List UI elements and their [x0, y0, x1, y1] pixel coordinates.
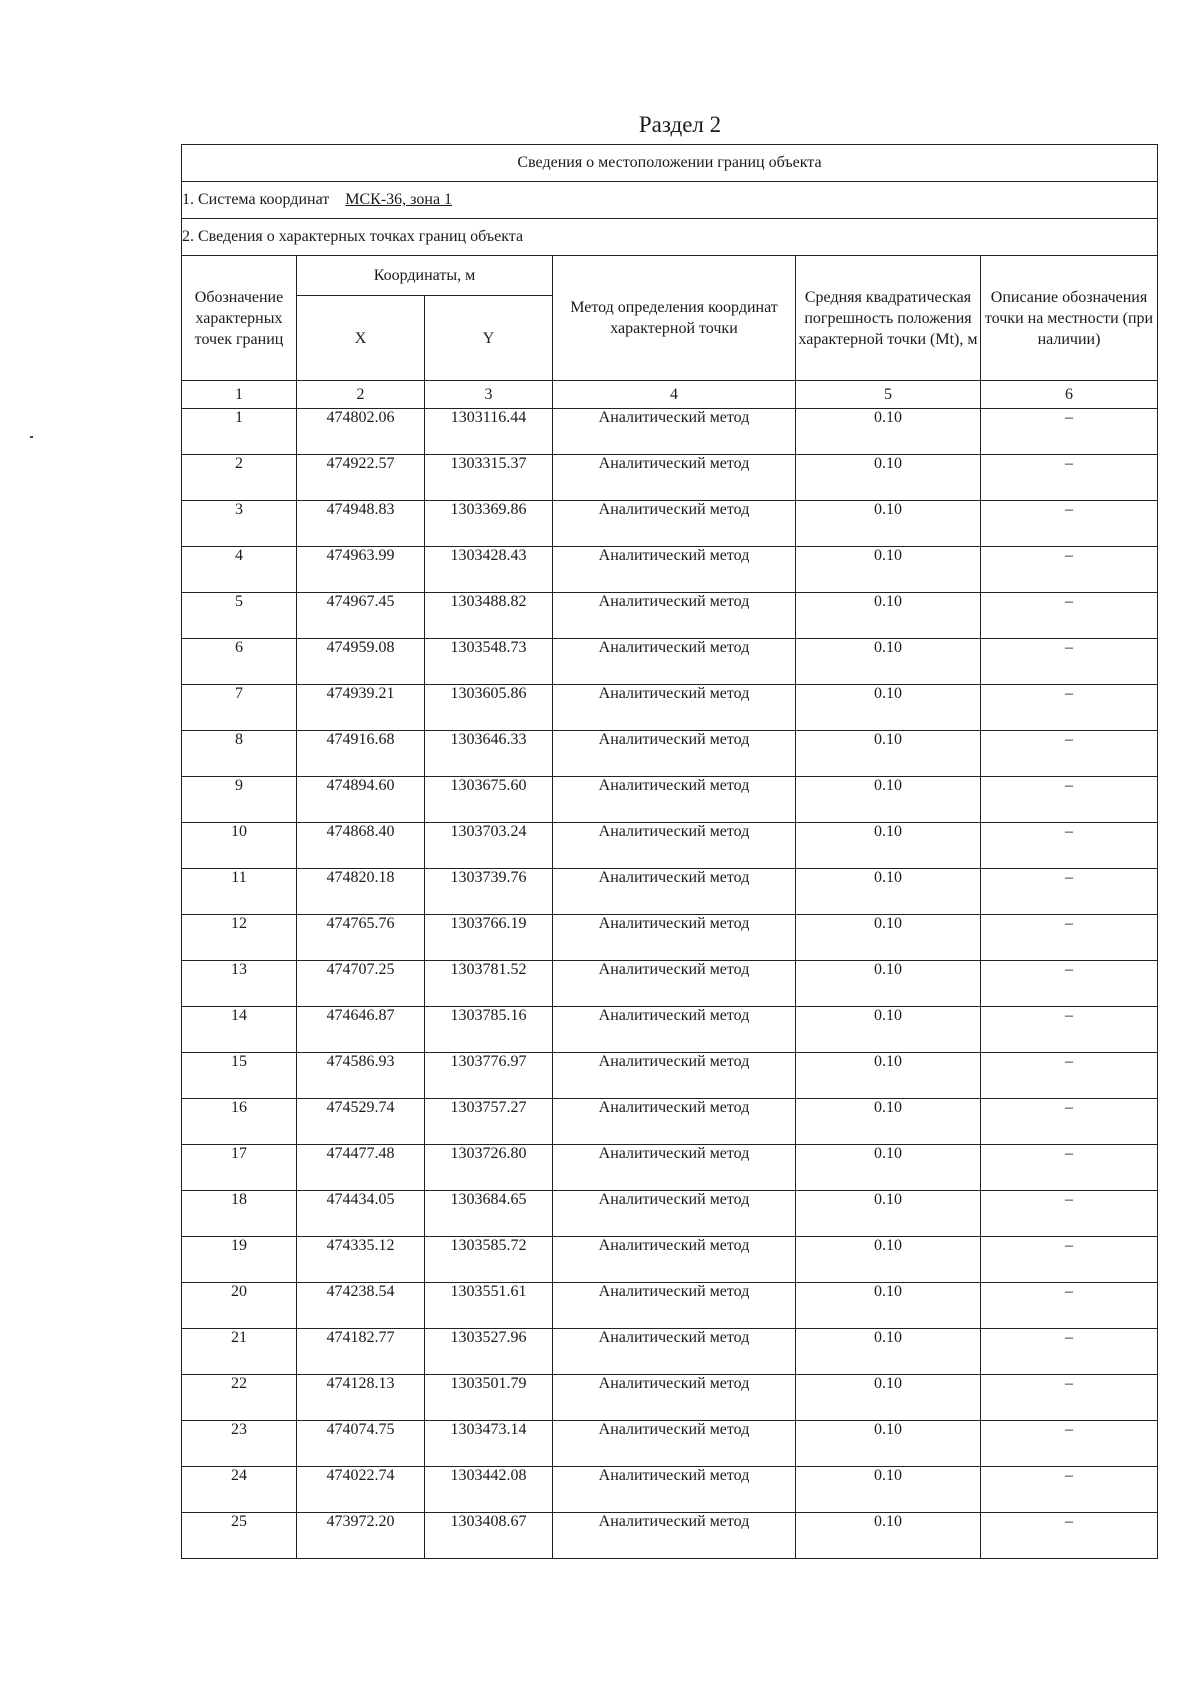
method: Аналитический метод: [553, 1329, 796, 1375]
coordinate-system-label: 1. Система координат: [182, 191, 330, 208]
point-description: –: [981, 409, 1158, 455]
coordinate-x: 474948.83: [297, 501, 425, 547]
table-row: [182, 961, 1158, 1007]
coordinate-y: 1303473.14: [425, 1421, 553, 1467]
point-number: 14: [182, 1007, 297, 1053]
header-error: Средняя квадратическая погрешность положения характерной точки (Mt), м: [796, 256, 981, 381]
point-description: –: [981, 1421, 1158, 1467]
point-description: –: [981, 1467, 1158, 1513]
coordinate-x: 474586.93: [297, 1053, 425, 1099]
coordinate-x: 474820.18: [297, 869, 425, 915]
coordinate-y: 1303369.86: [425, 501, 553, 547]
point-description: –: [981, 1375, 1158, 1421]
point-number: 4: [182, 547, 297, 593]
method: Аналитический метод: [553, 1513, 796, 1559]
coordinate-y: 1303116.44: [425, 409, 553, 455]
table-title-row: [182, 145, 1158, 182]
method: Аналитический метод: [553, 685, 796, 731]
point-number: 10: [182, 823, 297, 869]
point-number: 9: [182, 777, 297, 823]
coordinate-y: 1303585.72: [425, 1237, 553, 1283]
error-mt: 0.10: [796, 1375, 981, 1421]
point-description: –: [981, 1191, 1158, 1237]
section-title-text: Раздел 2: [638, 112, 722, 137]
error-mt: 0.10: [796, 961, 981, 1007]
point-number: 16: [182, 1099, 297, 1145]
point-number: 12: [182, 915, 297, 961]
column-number-row: [182, 381, 1158, 409]
error-mt: 0.10: [796, 869, 981, 915]
error-mt: 0.10: [796, 1513, 981, 1559]
error-mt: 0.10: [796, 1467, 981, 1513]
point-number: 20: [182, 1283, 297, 1329]
column-number: 6: [981, 381, 1158, 409]
table-row: [182, 1375, 1158, 1421]
coordinate-y: 1303757.27: [425, 1099, 553, 1145]
scan-speck: [30, 436, 33, 438]
point-number: 7: [182, 685, 297, 731]
coordinate-y: 1303408.67: [425, 1513, 553, 1559]
method: Аналитический метод: [553, 1053, 796, 1099]
method: Аналитический метод: [553, 1467, 796, 1513]
point-number: 15: [182, 1053, 297, 1099]
coordinate-x: 474765.76: [297, 915, 425, 961]
error-mt: 0.10: [796, 547, 981, 593]
table-row: [182, 915, 1158, 961]
table-title: Сведения о местоположении границ объекта: [182, 145, 1158, 182]
table-row: [182, 593, 1158, 639]
point-description: –: [981, 1053, 1158, 1099]
error-mt: 0.10: [796, 1145, 981, 1191]
method: Аналитический метод: [553, 1375, 796, 1421]
method: Аналитический метод: [553, 823, 796, 869]
table-row: [182, 869, 1158, 915]
point-number: 5: [182, 593, 297, 639]
method: Аналитический метод: [553, 1421, 796, 1467]
method: Аналитический метод: [553, 777, 796, 823]
point-number: 19: [182, 1237, 297, 1283]
error-mt: 0.10: [796, 915, 981, 961]
point-description: –: [981, 915, 1158, 961]
table-row: [182, 1467, 1158, 1513]
coordinate-x: 474707.25: [297, 961, 425, 1007]
coordinate-x: 474922.57: [297, 455, 425, 501]
table-row: [182, 731, 1158, 777]
coordinate-y: 1303726.80: [425, 1145, 553, 1191]
point-description: –: [981, 455, 1158, 501]
table-row: [182, 1007, 1158, 1053]
coordinate-x: 474128.13: [297, 1375, 425, 1421]
error-mt: 0.10: [796, 639, 981, 685]
coordinate-x: 474802.06: [297, 409, 425, 455]
error-mt: 0.10: [796, 777, 981, 823]
table-row: [182, 409, 1158, 455]
coordinate-x: 473972.20: [297, 1513, 425, 1559]
coordinate-x: 474939.21: [297, 685, 425, 731]
table-row: [182, 1329, 1158, 1375]
coordinate-y: 1303442.08: [425, 1467, 553, 1513]
coordinate-x: 474477.48: [297, 1145, 425, 1191]
point-number: 18: [182, 1191, 297, 1237]
point-description: –: [981, 777, 1158, 823]
method: Аналитический метод: [553, 731, 796, 777]
method: Аналитический метод: [553, 961, 796, 1007]
coordinate-y: 1303703.24: [425, 823, 553, 869]
point-number: 2: [182, 455, 297, 501]
point-number: 22: [182, 1375, 297, 1421]
table-row: [182, 1191, 1158, 1237]
point-description: –: [981, 1329, 1158, 1375]
coordinate-x: 474894.60: [297, 777, 425, 823]
coordinate-system-value: МСК-36, зона 1: [345, 191, 453, 208]
point-number: 24: [182, 1467, 297, 1513]
point-description: –: [981, 1007, 1158, 1053]
coordinate-y: 1303605.86: [425, 685, 553, 731]
header-description: Описание обозначения точки на местности (при наличии): [981, 256, 1158, 381]
point-description: –: [981, 1513, 1158, 1559]
header-method: Метод определения координат характерной точки: [553, 256, 796, 381]
error-mt: 0.10: [796, 1191, 981, 1237]
table-row: [182, 1513, 1158, 1559]
header-x: X: [297, 296, 425, 381]
points-info-row: [182, 219, 1158, 256]
table-row: [182, 639, 1158, 685]
table-row: [182, 1421, 1158, 1467]
method: Аналитический метод: [553, 1237, 796, 1283]
table-row: [182, 1145, 1158, 1191]
error-mt: 0.10: [796, 1007, 981, 1053]
point-number: 23: [182, 1421, 297, 1467]
coordinate-y: 1303527.96: [425, 1329, 553, 1375]
point-description: –: [981, 1099, 1158, 1145]
boundary-points-table: [181, 144, 1158, 1559]
point-description: –: [981, 1283, 1158, 1329]
coordinate-y: 1303776.97: [425, 1053, 553, 1099]
column-number: 3: [425, 381, 553, 409]
coordinate-y: 1303766.19: [425, 915, 553, 961]
method: Аналитический метод: [553, 1145, 796, 1191]
method: Аналитический метод: [553, 869, 796, 915]
coordinate-x: 474967.45: [297, 593, 425, 639]
error-mt: 0.10: [796, 685, 981, 731]
coordinate-x: 474963.99: [297, 547, 425, 593]
header-y: Y: [425, 296, 553, 381]
coordinate-y: 1303646.33: [425, 731, 553, 777]
coordinate-system: [182, 182, 1158, 219]
method: Аналитический метод: [553, 593, 796, 639]
point-number: 17: [182, 1145, 297, 1191]
point-description: –: [981, 593, 1158, 639]
section-title: [0, 112, 1200, 138]
method: Аналитический метод: [553, 501, 796, 547]
method: Аналитический метод: [553, 639, 796, 685]
coordinate-y: 1303785.16: [425, 1007, 553, 1053]
column-number: 1: [182, 381, 297, 409]
coordinate-x: 474182.77: [297, 1329, 425, 1375]
error-mt: 0.10: [796, 731, 981, 777]
table-row: [182, 1053, 1158, 1099]
error-mt: 0.10: [796, 455, 981, 501]
coordinate-y: 1303315.37: [425, 455, 553, 501]
point-description: –: [981, 1237, 1158, 1283]
coordinate-x: 474529.74: [297, 1099, 425, 1145]
table-row: [182, 1099, 1158, 1145]
method: Аналитический метод: [553, 1283, 796, 1329]
coordinate-y: 1303501.79: [425, 1375, 553, 1421]
coordinate-y: 1303739.76: [425, 869, 553, 915]
header-coordinates: Координаты, м: [297, 256, 553, 296]
error-mt: 0.10: [796, 1053, 981, 1099]
error-mt: 0.10: [796, 593, 981, 639]
table-row: [182, 1283, 1158, 1329]
point-description: –: [981, 731, 1158, 777]
error-mt: 0.10: [796, 1099, 981, 1145]
column-number: 5: [796, 381, 981, 409]
points-info: 2. Сведения о характерных точках границ объекта: [182, 219, 1158, 256]
table-row: [182, 455, 1158, 501]
table-row: [182, 685, 1158, 731]
table-row: [182, 547, 1158, 593]
point-description: –: [981, 547, 1158, 593]
error-mt: 0.10: [796, 823, 981, 869]
error-mt: 0.10: [796, 1421, 981, 1467]
coordinate-x: 474238.54: [297, 1283, 425, 1329]
table-row: [182, 501, 1158, 547]
point-description: –: [981, 685, 1158, 731]
header-designation: Обозначение характерных точек границ: [182, 256, 297, 381]
method: Аналитический метод: [553, 915, 796, 961]
table-row: [182, 1237, 1158, 1283]
coordinate-x: 474868.40: [297, 823, 425, 869]
coordinate-y: 1303548.73: [425, 639, 553, 685]
error-mt: 0.10: [796, 1329, 981, 1375]
column-number: 4: [553, 381, 796, 409]
point-description: –: [981, 1145, 1158, 1191]
point-description: –: [981, 639, 1158, 685]
error-mt: 0.10: [796, 409, 981, 455]
point-description: –: [981, 961, 1158, 1007]
header-row-top: [182, 256, 1158, 296]
method: Аналитический метод: [553, 409, 796, 455]
point-number: 21: [182, 1329, 297, 1375]
point-description: –: [981, 823, 1158, 869]
table-row: [182, 823, 1158, 869]
error-mt: 0.10: [796, 1237, 981, 1283]
point-number: 13: [182, 961, 297, 1007]
point-number: 8: [182, 731, 297, 777]
coordinate-system-row: [182, 182, 1158, 219]
error-mt: 0.10: [796, 1283, 981, 1329]
method: Аналитический метод: [553, 1099, 796, 1145]
point-description: –: [981, 869, 1158, 915]
point-number: 1: [182, 409, 297, 455]
coordinate-y: 1303551.61: [425, 1283, 553, 1329]
coordinate-x: 474022.74: [297, 1467, 425, 1513]
point-number: 6: [182, 639, 297, 685]
coordinate-y: 1303675.60: [425, 777, 553, 823]
method: Аналитический метод: [553, 1007, 796, 1053]
point-number: 11: [182, 869, 297, 915]
method: Аналитический метод: [553, 1191, 796, 1237]
coordinate-y: 1303781.52: [425, 961, 553, 1007]
coordinate-y: 1303684.65: [425, 1191, 553, 1237]
point-number: 3: [182, 501, 297, 547]
coordinate-x: 474335.12: [297, 1237, 425, 1283]
coordinate-x: 474646.87: [297, 1007, 425, 1053]
coordinate-y: 1303428.43: [425, 547, 553, 593]
point-number: 25: [182, 1513, 297, 1559]
method: Аналитический метод: [553, 547, 796, 593]
coordinate-x: 474434.05: [297, 1191, 425, 1237]
coordinate-x: 474959.08: [297, 639, 425, 685]
point-description: –: [981, 501, 1158, 547]
error-mt: 0.10: [796, 501, 981, 547]
method: Аналитический метод: [553, 455, 796, 501]
column-number: 2: [297, 381, 425, 409]
coordinate-x: 474074.75: [297, 1421, 425, 1467]
table-row: [182, 777, 1158, 823]
coordinate-y: 1303488.82: [425, 593, 553, 639]
coordinate-x: 474916.68: [297, 731, 425, 777]
